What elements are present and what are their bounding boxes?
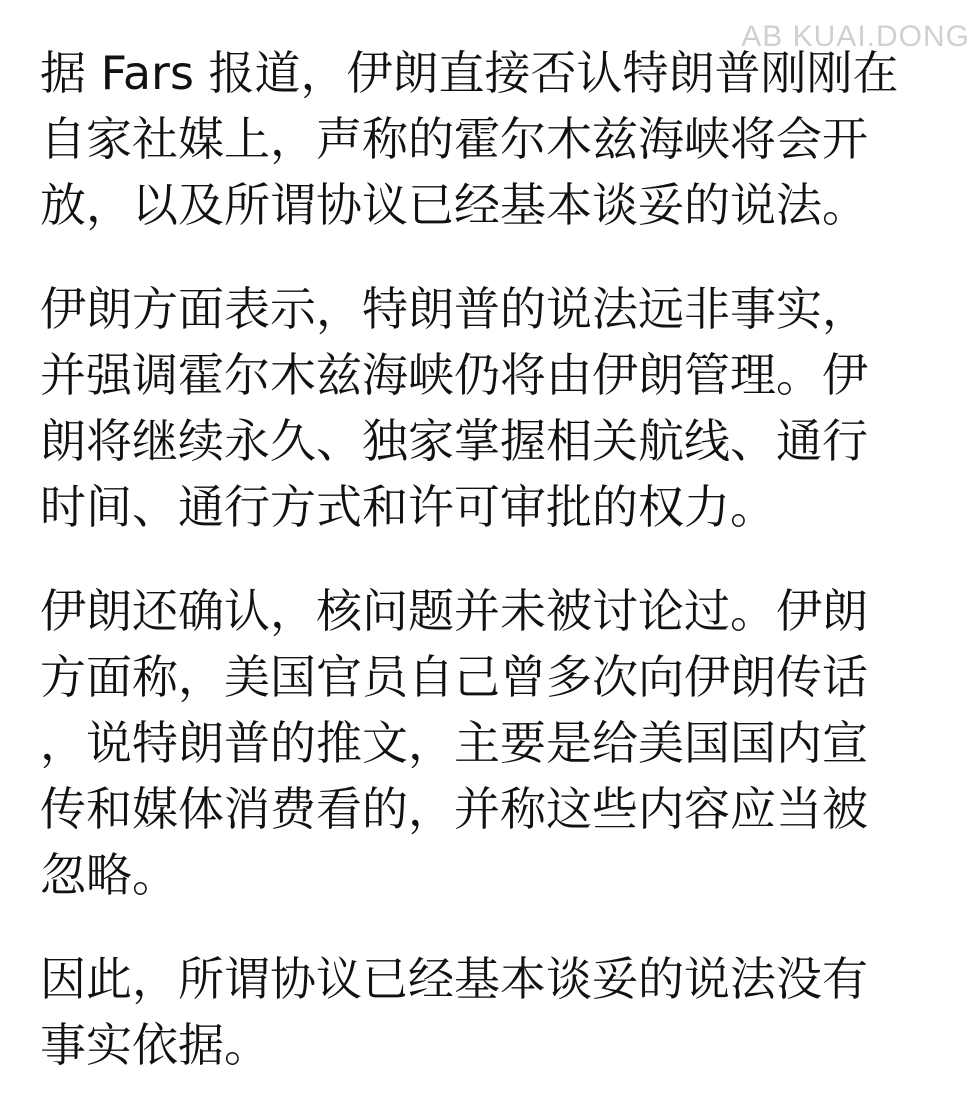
paragraph-conclusion: 因此，所谓协议已经基本谈妥的说法没有 事实依据。	[40, 952, 868, 1072]
paragraph-nuclear-issue: 伊朗还确认，核问题并未被讨论过。伊朗 方面称，美国官员自己曾多次向伊朗传话 ，说特朗普的推文，主要是给美国国内宣 传和媒体消费看的，并称这些内容应当被 忽略。	[40, 584, 868, 902]
watermark-text: AB KUAI.DONG	[741, 20, 970, 53]
paragraph-fars-report: 据 Fars 报道，伊朗直接否认特朗普刚刚在 自家社媒上，声称的霍尔木兹海峡将会开 放，以及所谓协议已经基本谈妥的说法。	[40, 46, 899, 232]
article-body	[40, 40, 930, 1078]
paragraph-iran-statement: 伊朗方面表示，特朗普的说法远非事实， 并强调霍尔木兹海峡仍将由伊朗管理。伊 朗将继续永久、独家掌握相关航线、通行 时间、通行方式和许可审批的权力。	[40, 282, 868, 534]
